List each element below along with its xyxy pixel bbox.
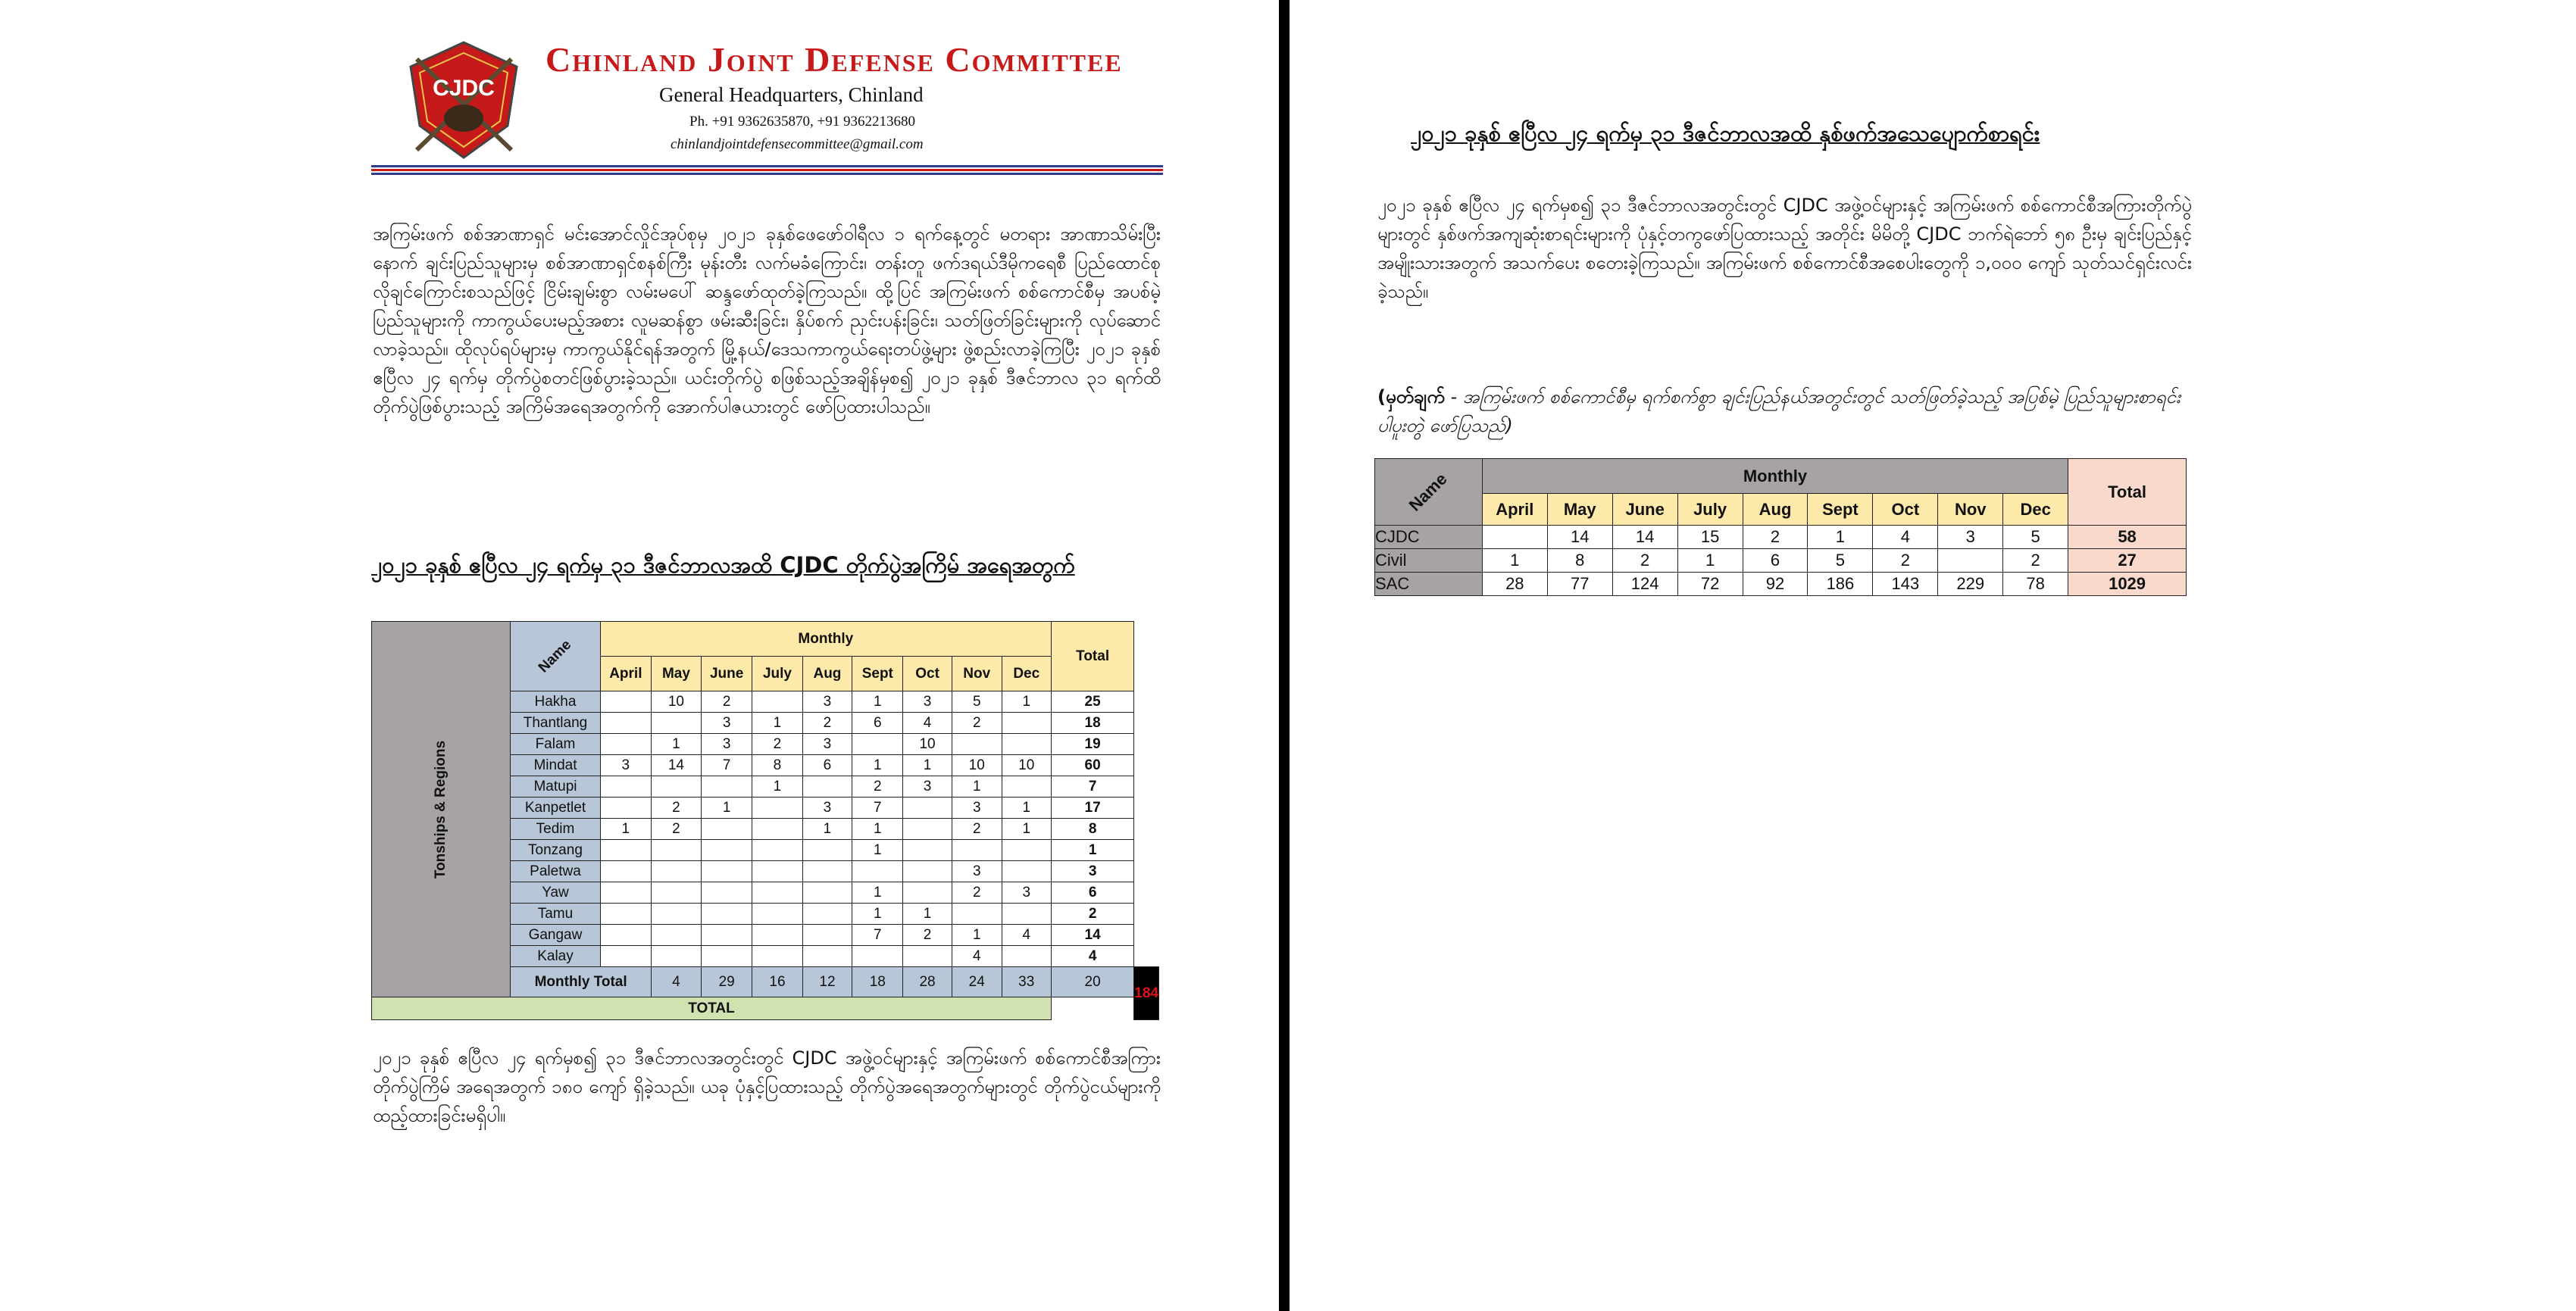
table-cell: 2 (752, 734, 802, 755)
letterhead-rule (371, 169, 1163, 171)
left-page (0, 0, 1279, 1311)
page-divider (1279, 0, 1290, 1311)
table-cell (752, 819, 802, 840)
table-cell (852, 946, 903, 967)
table-cell (701, 861, 752, 882)
total-label-row (372, 997, 1159, 1020)
table-cell (1002, 946, 1051, 967)
svg-text:CJDC: CJDC (433, 76, 495, 101)
table-cell (651, 925, 701, 946)
table-cell: 1 (852, 904, 903, 925)
name-header: Name (1375, 459, 1483, 526)
table-cell: 2 (2003, 549, 2068, 573)
organization-name: Chinland Joint Defense Committee (546, 40, 1123, 79)
table-cell (903, 840, 952, 861)
table-cell: 229 (1938, 573, 2003, 596)
table-cell (752, 925, 802, 946)
total-header: Total (2068, 459, 2187, 526)
table-cell: 1 (952, 776, 1002, 798)
table-cell: 14 (1547, 526, 1612, 549)
table-cell: 5 (1808, 549, 1873, 573)
row-name-cell: Hakha (511, 691, 600, 713)
table-cell: 15 (1677, 526, 1743, 549)
row-total-cell: 3 (1051, 861, 1133, 882)
monthly-total-cell: 20 (1051, 967, 1133, 997)
table-cell: 78 (2003, 573, 2068, 596)
table-cell: 2 (651, 798, 701, 819)
table-cell: 4 (952, 946, 1002, 967)
table-cell (802, 861, 852, 882)
table-cell: 2 (1612, 549, 1677, 573)
table-cell (903, 946, 952, 967)
table-cell (651, 861, 701, 882)
row-name-cell: Gangaw (511, 925, 600, 946)
table-cell: 72 (1677, 573, 1743, 596)
table-row (1375, 549, 2187, 573)
table-cell: 5 (952, 691, 1002, 713)
month-header: July (1677, 494, 1743, 526)
row-name-cell: Mindat (511, 755, 600, 776)
month-header: June (701, 657, 752, 691)
monthly-total-cell: 18 (852, 967, 903, 997)
table-cell (600, 840, 651, 861)
table-cell: 6 (1743, 549, 1808, 573)
table-cell: 143 (1873, 573, 1938, 596)
table-cell: 186 (1808, 573, 1873, 596)
table-row (1375, 526, 2187, 549)
row-total-cell: 6 (1051, 882, 1133, 904)
table-cell (752, 861, 802, 882)
table-cell (651, 882, 701, 904)
table-cell: 3 (952, 798, 1002, 819)
table-cell (852, 861, 903, 882)
table-cell: 1 (852, 755, 903, 776)
table-cell: 14 (651, 755, 701, 776)
table-cell: 28 (1482, 573, 1547, 596)
month-header: July (752, 657, 802, 691)
row-total-cell: 7 (1051, 776, 1133, 798)
table-cell (1002, 904, 1051, 925)
table-cell: 3 (903, 691, 952, 713)
total-header: Total (1051, 622, 1133, 691)
table-cell: 5 (2003, 526, 2068, 549)
table-cell: 3 (1002, 882, 1051, 904)
right-page (1290, 0, 2576, 1311)
table-cell: 1 (752, 776, 802, 798)
table-cell: 3 (802, 734, 852, 755)
table-title: ၂၀၂၁ ခုနှစ် ဧပြီလ ၂၄ ရက်မှ ၃၁ ဒီဇင်ဘာလအထိ CJDC တိုက်ပွဲအကြိမ် အရေအတွက် (371, 552, 1075, 578)
month-header: Sept (852, 657, 903, 691)
table-cell (701, 819, 752, 840)
row-name-cell: Thantlang (511, 713, 600, 734)
table-cell (600, 904, 651, 925)
table-cell (1002, 713, 1051, 734)
table-cell: 1 (852, 819, 903, 840)
row-total-cell: 2 (1051, 904, 1133, 925)
row-total-cell: 19 (1051, 734, 1133, 755)
table-cell: 2 (903, 925, 952, 946)
table-cell: 2 (952, 882, 1002, 904)
table-cell: 77 (1547, 573, 1612, 596)
monthly-header: Monthly (1482, 459, 2068, 494)
row-name-cell: Tonzang (511, 840, 600, 861)
table-cell (802, 904, 852, 925)
table-cell (701, 882, 752, 904)
month-header: Oct (1873, 494, 1938, 526)
table-cell (752, 840, 802, 861)
month-header: April (1482, 494, 1547, 526)
email-line: chinlandjointdefensecommittee@gmail.com (671, 136, 924, 152)
intro-paragraph: အကြမ်းဖက် စစ်အာဏာရှင် မင်းအောင်လှိုင်အုပ်စုမှ ၂၀၂၁ ခုနှစ်ဖေဖော်ဝါရီလ ၁ ရက်နေ့တွင် မတရား အာဏာသိမ်းပြီးနောက် ချင်းပြည်သူများမှ စစ်အာဏာရှင်စနစ်ကြီး မုန်းတီး လက်မခံကြောင်း၊ တန်းတူ ဖက်ဒရယ်ဒီမိုကရေစီ ပြည်ထောင်စုလိုချင်ကြောင်းစသည်ဖြင့် ငြိမ်းချမ်းစွာ လမ်းမပေါ် ဆန္ဒဖော်ထုတ်ခဲ့ကြသည်။ ထို့ပြင် အကြမ်းဖက် စစ်ကောင်စီမှ အပစ်မဲ့ ပြည်သူများကို ကာကွယ်ပေးမည့်အစား လူမဆန်စွာ ဖမ်းဆီးခြင်း၊ နှိပ်စက် ညှင်းပန်းခြင်း၊ သတ်ဖြတ်ခြင်းများကို လုပ်ဆောင်လာခဲ့သည်။ ထိုလုပ်ရပ်များမှ ကာကွယ်နိုင်ရန်အတွက် မြို့နယ်/ဒေသကာကွယ်ရေးတပ်ဖွဲ့များ ဖွဲ့စည်းလာခဲ့ကြပြီး ၂၀၂၁ ခုနှစ် ဧပြီလ ၂၄ ရက်မှ တိုက်ပွဲစတင်ဖြစ်ပွားခဲ့သည်။ ယင်းတိုက်ပွဲ စဖြစ်သည့်အချိန်မှစ၍ ၂၀၂၁ ခုနှစ် ဒီဇင်ဘာလ ၃၁ ရက်ထိ တိုက်ပွဲဖြစ်ပွားသည့် အကြိမ်အရေအတွက်ကို အောက်ပါဇယားတွင် ဖော်ပြထားပါသည်။ (373, 223, 1161, 417)
monthly-total-cell: 33 (1002, 967, 1051, 997)
clashes-table (371, 621, 1159, 1020)
table-cell: 2 (701, 691, 752, 713)
monthly-total-cell: 24 (952, 967, 1002, 997)
row-name-cell: SAC (1375, 573, 1483, 596)
casualty-table (1374, 458, 2187, 596)
table-cell: 1 (852, 882, 903, 904)
table-cell: 3 (952, 861, 1002, 882)
table-cell: 124 (1612, 573, 1677, 596)
table-cell: 7 (852, 925, 903, 946)
table-cell (802, 840, 852, 861)
letterhead (371, 30, 1163, 174)
table-cell: 14 (1612, 526, 1677, 549)
table-cell (903, 861, 952, 882)
table-cell: 8 (752, 755, 802, 776)
table-cell (651, 904, 701, 925)
total-label-cell: TOTAL (372, 997, 1052, 1020)
casualty-title: ၂၀၂၁ ခုနှစ် ဧပြီလ ၂၄ ရက်မှ ၃၁ ဒီဇင်ဘာလအထိ နှစ်ဖက်အသေပျောက်စာရင်း (1411, 120, 2040, 146)
row-name-cell: Matupi (511, 776, 600, 798)
table-cell: 10 (1002, 755, 1051, 776)
table-cell (1002, 776, 1051, 798)
table-cell: 7 (701, 755, 752, 776)
table-cell (600, 734, 651, 755)
table-cell: 8 (1547, 549, 1612, 573)
table-cell: 1 (752, 713, 802, 734)
table-cell: 1 (852, 691, 903, 713)
side-label-cell: Tonships & Regions (372, 622, 511, 997)
note-label: (မှတ်ချက် (1377, 386, 1445, 407)
monthly-total-cell: 4 (651, 967, 701, 997)
table-cell: 1 (1002, 798, 1051, 819)
row-total-cell: 4 (1051, 946, 1133, 967)
table-cell: 1 (600, 819, 651, 840)
table-cell: 4 (1873, 526, 1938, 549)
cjdc-emblem-icon (402, 36, 527, 161)
monthly-total-cell: 29 (701, 967, 752, 997)
monthly-total-cell: 12 (802, 967, 852, 997)
phone-line: Ph. +91 9362635870, +91 9362213680 (689, 114, 915, 130)
monthly-total-cell: 16 (752, 967, 802, 997)
note-text: - အကြမ်းဖက် စစ်ကောင်စီမှ ရက်စက်စွာ ချင်းပြည်နယ်အတွင်းတွင် သတ်ဖြတ်ခဲ့သည့် အပြစ်မဲ့ ပြည်သူများစာရင်းပါပူးတွဲ ဖော်ပြသည်) (1377, 386, 2181, 436)
table-cell (651, 840, 701, 861)
table-cell (903, 819, 952, 840)
table-cell (1938, 549, 2003, 573)
table-cell: 1 (903, 904, 952, 925)
name-header: Name (511, 622, 600, 691)
letterhead-rule (371, 173, 1163, 175)
row-name-cell: CJDC (1375, 526, 1483, 549)
table-cell (600, 776, 651, 798)
row-name-cell: Tedim (511, 819, 600, 840)
table-cell: 1 (701, 798, 752, 819)
grand-total-cell: 184 (1134, 967, 1159, 1020)
row-name-cell: Kanpetlet (511, 798, 600, 819)
month-header: June (1612, 494, 1677, 526)
month-header: Dec (1002, 657, 1051, 691)
table-cell (952, 734, 1002, 755)
table-cell (600, 798, 651, 819)
table-cell: 2 (952, 819, 1002, 840)
table-cell (802, 882, 852, 904)
month-header: Dec (2003, 494, 2068, 526)
table-cell (802, 776, 852, 798)
table-cell (852, 734, 903, 755)
month-header: May (1547, 494, 1612, 526)
row-name-cell: Kalay (511, 946, 600, 967)
table-cell (600, 861, 651, 882)
table-cell: 3 (802, 691, 852, 713)
table-cell: 7 (852, 798, 903, 819)
month-header: Aug (802, 657, 852, 691)
row-total-cell: 58 (2068, 526, 2187, 549)
table-cell: 2 (852, 776, 903, 798)
table-cell: 1 (1677, 549, 1743, 573)
table-cell: 10 (903, 734, 952, 755)
table-cell: 1 (651, 734, 701, 755)
monthly-header: Monthly (600, 622, 1051, 657)
month-header: April (600, 657, 651, 691)
row-total-cell: 1 (1051, 840, 1133, 861)
row-total-cell: 27 (2068, 549, 2187, 573)
table-cell (952, 840, 1002, 861)
month-header: Oct (903, 657, 952, 691)
table-cell: 3 (903, 776, 952, 798)
table-cell (701, 776, 752, 798)
table-cell (701, 904, 752, 925)
table-cell: 2 (651, 819, 701, 840)
month-header: Sept (1808, 494, 1873, 526)
table-cell: 3 (701, 713, 752, 734)
row-name-cell: Yaw (511, 882, 600, 904)
table-cell: 3 (1938, 526, 2003, 549)
table-cell: 6 (852, 713, 903, 734)
row-total-cell: 17 (1051, 798, 1133, 819)
row-name-cell: Tamu (511, 904, 600, 925)
table-cell (903, 882, 952, 904)
table-cell: 4 (1002, 925, 1051, 946)
table-cell: 2 (1873, 549, 1938, 573)
table-cell (752, 691, 802, 713)
table-cell (903, 798, 952, 819)
table-cell (600, 882, 651, 904)
table-cell: 1 (952, 925, 1002, 946)
summary-paragraph: ၂၀၂၁ ခုနှစ် ဧပြီလ ၂၄ ရက်မှစ၍ ၃၁ ဒီဇင်ဘာလအတွင်းတွင် CJDC အဖွဲ့ဝင်များနှင့် အကြမ်းဖက် စစ်ကောင်စီအကြား တိုက်ပွဲကြိမ် အရေအတွက် ၁၈၀ ကျော် ရှိခဲ့သည်။ ယခု ပုံနှင့်ပြထားသည့် တိုက်ပွဲအရေအတွက်များတွင် တိုက်ပွဲငယ်များကို ထည့်ထားခြင်းမရှိပါ။ (373, 1047, 1161, 1126)
table-cell (701, 840, 752, 861)
row-total-cell: 8 (1051, 819, 1133, 840)
casualty-paragraph: ၂၀၂၁ ခုနှစ် ဧပြီလ ၂၄ ရက်မှစ၍ ၃၁ ဒီဇင်ဘာလအတွင်းတွင် CJDC အဖွဲ့ဝင်များနှင့် အကြမ်းဖက် စစ်ကောင်စီအကြားတိုက်ပွဲများတွင် နှစ်ဖက်အကျဆုံးစာရင်းများကို ပုံနှင့်တကွဖော်ပြထားသည့် အတိုင်း မိမိတို့ CJDC ဘက်ရဲဘော် ၅၈ ဦးမှ ချင်းပြည်နှင့်အမျိုးသားအတွက် အသက်ပေး စတေးခဲ့ကြသည်။ အကြမ်းဖက် စစ်ကောင်စီအစေပါးတွေကို ၁,၀၀၀ ကျော် သုတ်သင်ရှင်းလင်းခဲ့သည်။ (1377, 195, 2192, 302)
table-cell: 92 (1743, 573, 1808, 596)
row-name-cell: Paletwa (511, 861, 600, 882)
headquarters-line: General Headquarters, Chinland (659, 83, 924, 106)
month-header: Aug (1743, 494, 1808, 526)
table-cell (600, 946, 651, 967)
month-header: Nov (952, 657, 1002, 691)
table-cell: 1 (852, 840, 903, 861)
table-row (1375, 573, 2187, 596)
row-name-cell: Civil (1375, 549, 1483, 573)
table-cell: 4 (903, 713, 952, 734)
table-cell (1002, 840, 1051, 861)
table-cell (600, 925, 651, 946)
month-header: Nov (1938, 494, 2003, 526)
table-cell: 1 (1002, 819, 1051, 840)
letterhead-rule (371, 165, 1163, 167)
table-cell: 10 (952, 755, 1002, 776)
table-cell (1002, 861, 1051, 882)
row-total-cell: 60 (1051, 755, 1133, 776)
table-cell: 1 (1002, 691, 1051, 713)
table-cell (701, 925, 752, 946)
table-cell: 3 (701, 734, 752, 755)
table-cell (752, 798, 802, 819)
table-cell: 2 (952, 713, 1002, 734)
table-cell (651, 776, 701, 798)
month-header: May (651, 657, 701, 691)
row-name-cell: Falam (511, 734, 600, 755)
table-cell: 2 (1743, 526, 1808, 549)
monthly-total-cell: 28 (903, 967, 952, 997)
table-cell (701, 946, 752, 967)
table-cell (600, 713, 651, 734)
table-cell: 1 (903, 755, 952, 776)
table-cell (1482, 526, 1547, 549)
table-cell (600, 691, 651, 713)
table-cell (651, 713, 701, 734)
table-cell (752, 904, 802, 925)
table-cell: 3 (600, 755, 651, 776)
table-cell: 10 (651, 691, 701, 713)
table-cell: 2 (802, 713, 852, 734)
row-total-cell: 18 (1051, 713, 1133, 734)
table-cell (952, 904, 1002, 925)
table-cell (802, 925, 852, 946)
table-cell (752, 946, 802, 967)
table-cell: 1 (802, 819, 852, 840)
table-cell (802, 946, 852, 967)
table-cell (1002, 734, 1051, 755)
row-total-cell: 1029 (2068, 573, 2187, 596)
table-cell (651, 946, 701, 967)
table-cell: 6 (802, 755, 852, 776)
row-total-cell: 25 (1051, 691, 1133, 713)
table-cell: 1 (1482, 549, 1547, 573)
table-cell: 1 (1808, 526, 1873, 549)
table-cell (752, 882, 802, 904)
note-paragraph (1377, 382, 2192, 440)
table-cell: 3 (802, 798, 852, 819)
monthly-total-label: Monthly Total (511, 967, 652, 997)
row-total-cell: 14 (1051, 925, 1133, 946)
